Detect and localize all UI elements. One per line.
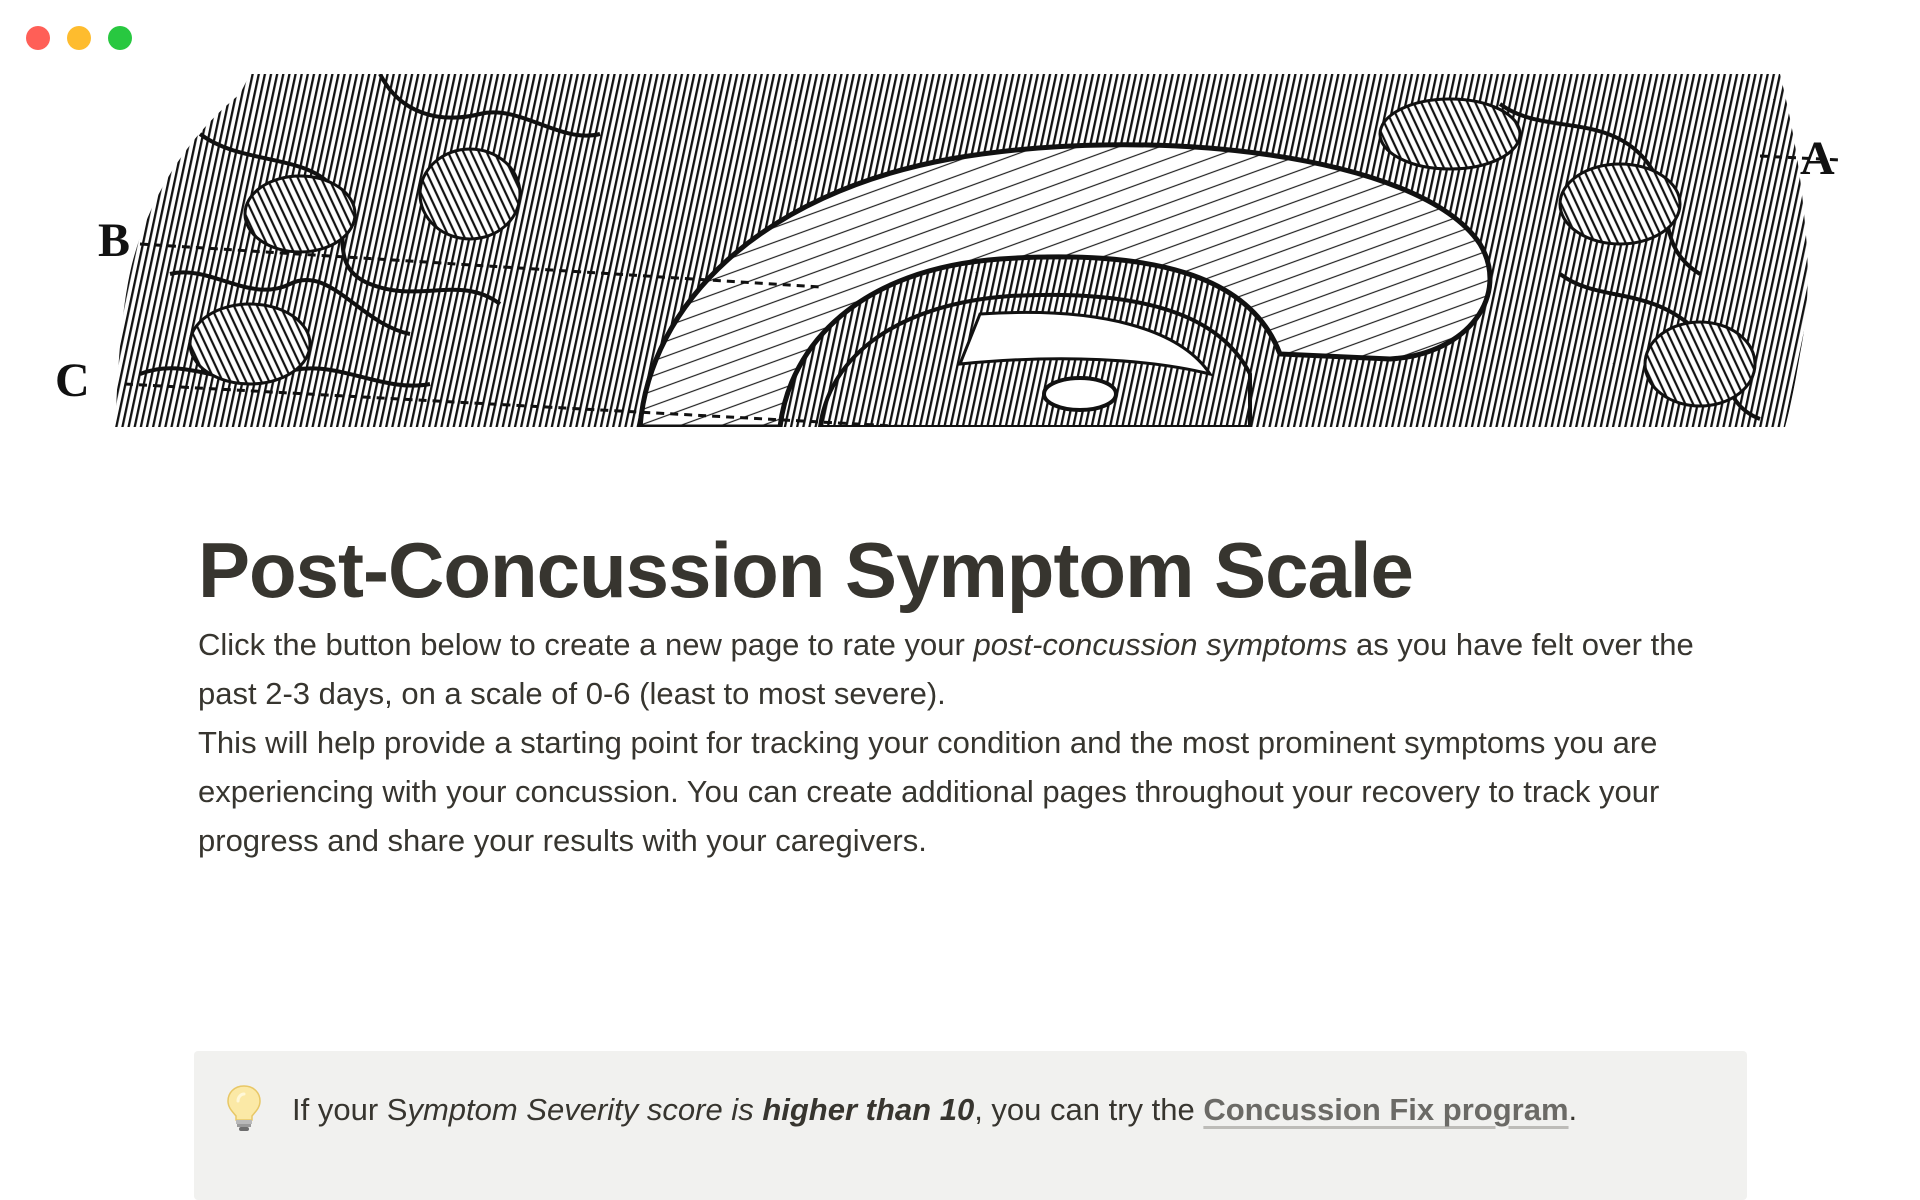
- callout-prefix: If your S: [292, 1092, 408, 1127]
- callout-text[interactable]: [292, 1085, 1577, 1135]
- callout-italic: ymptom Severity score is: [407, 1092, 763, 1127]
- brain-illustration-icon: [0, 74, 1920, 427]
- concussion-fix-link[interactable]: Concussion Fix program: [1203, 1092, 1569, 1127]
- maximize-window-button[interactable]: [108, 26, 132, 50]
- window-controls: [26, 26, 132, 50]
- page-content: [198, 520, 1748, 865]
- callout-block[interactable]: [194, 1051, 1747, 1200]
- minimize-window-button[interactable]: [67, 26, 91, 50]
- tracking-paragraph[interactable]: This will help provide a starting point for tracking your condition and the most prominent symptoms you are experiencing with your concussion. You can create additional pages throughout your recovery to track your progress and share your results with your caregivers.: [198, 725, 1660, 858]
- intro-emphasis: post-concussion symptoms: [973, 627, 1348, 662]
- lightbulb-icon[interactable]: [224, 1083, 264, 1133]
- callout-suffix: .: [1568, 1092, 1578, 1127]
- cover-label-c: C: [55, 354, 90, 407]
- cover-image[interactable]: [0, 74, 1920, 427]
- cover-label-a: A: [1800, 132, 1835, 185]
- intro-text-end: as you have felt over the past 2-3 days, on a scale of 0-6 (least to most severe).: [198, 627, 1694, 711]
- callout-bold-italic: higher than 10: [762, 1092, 975, 1127]
- cover-label-b: B: [98, 214, 131, 267]
- intro-paragraph[interactable]: [198, 620, 1748, 718]
- page-title[interactable]: Post-Concussion Symptom Scale: [198, 526, 1413, 614]
- intro-text-start: Click the button below to create a new page to rate your: [198, 627, 974, 662]
- callout-middle: , you can try the: [974, 1092, 1204, 1127]
- close-window-button[interactable]: [26, 26, 50, 50]
